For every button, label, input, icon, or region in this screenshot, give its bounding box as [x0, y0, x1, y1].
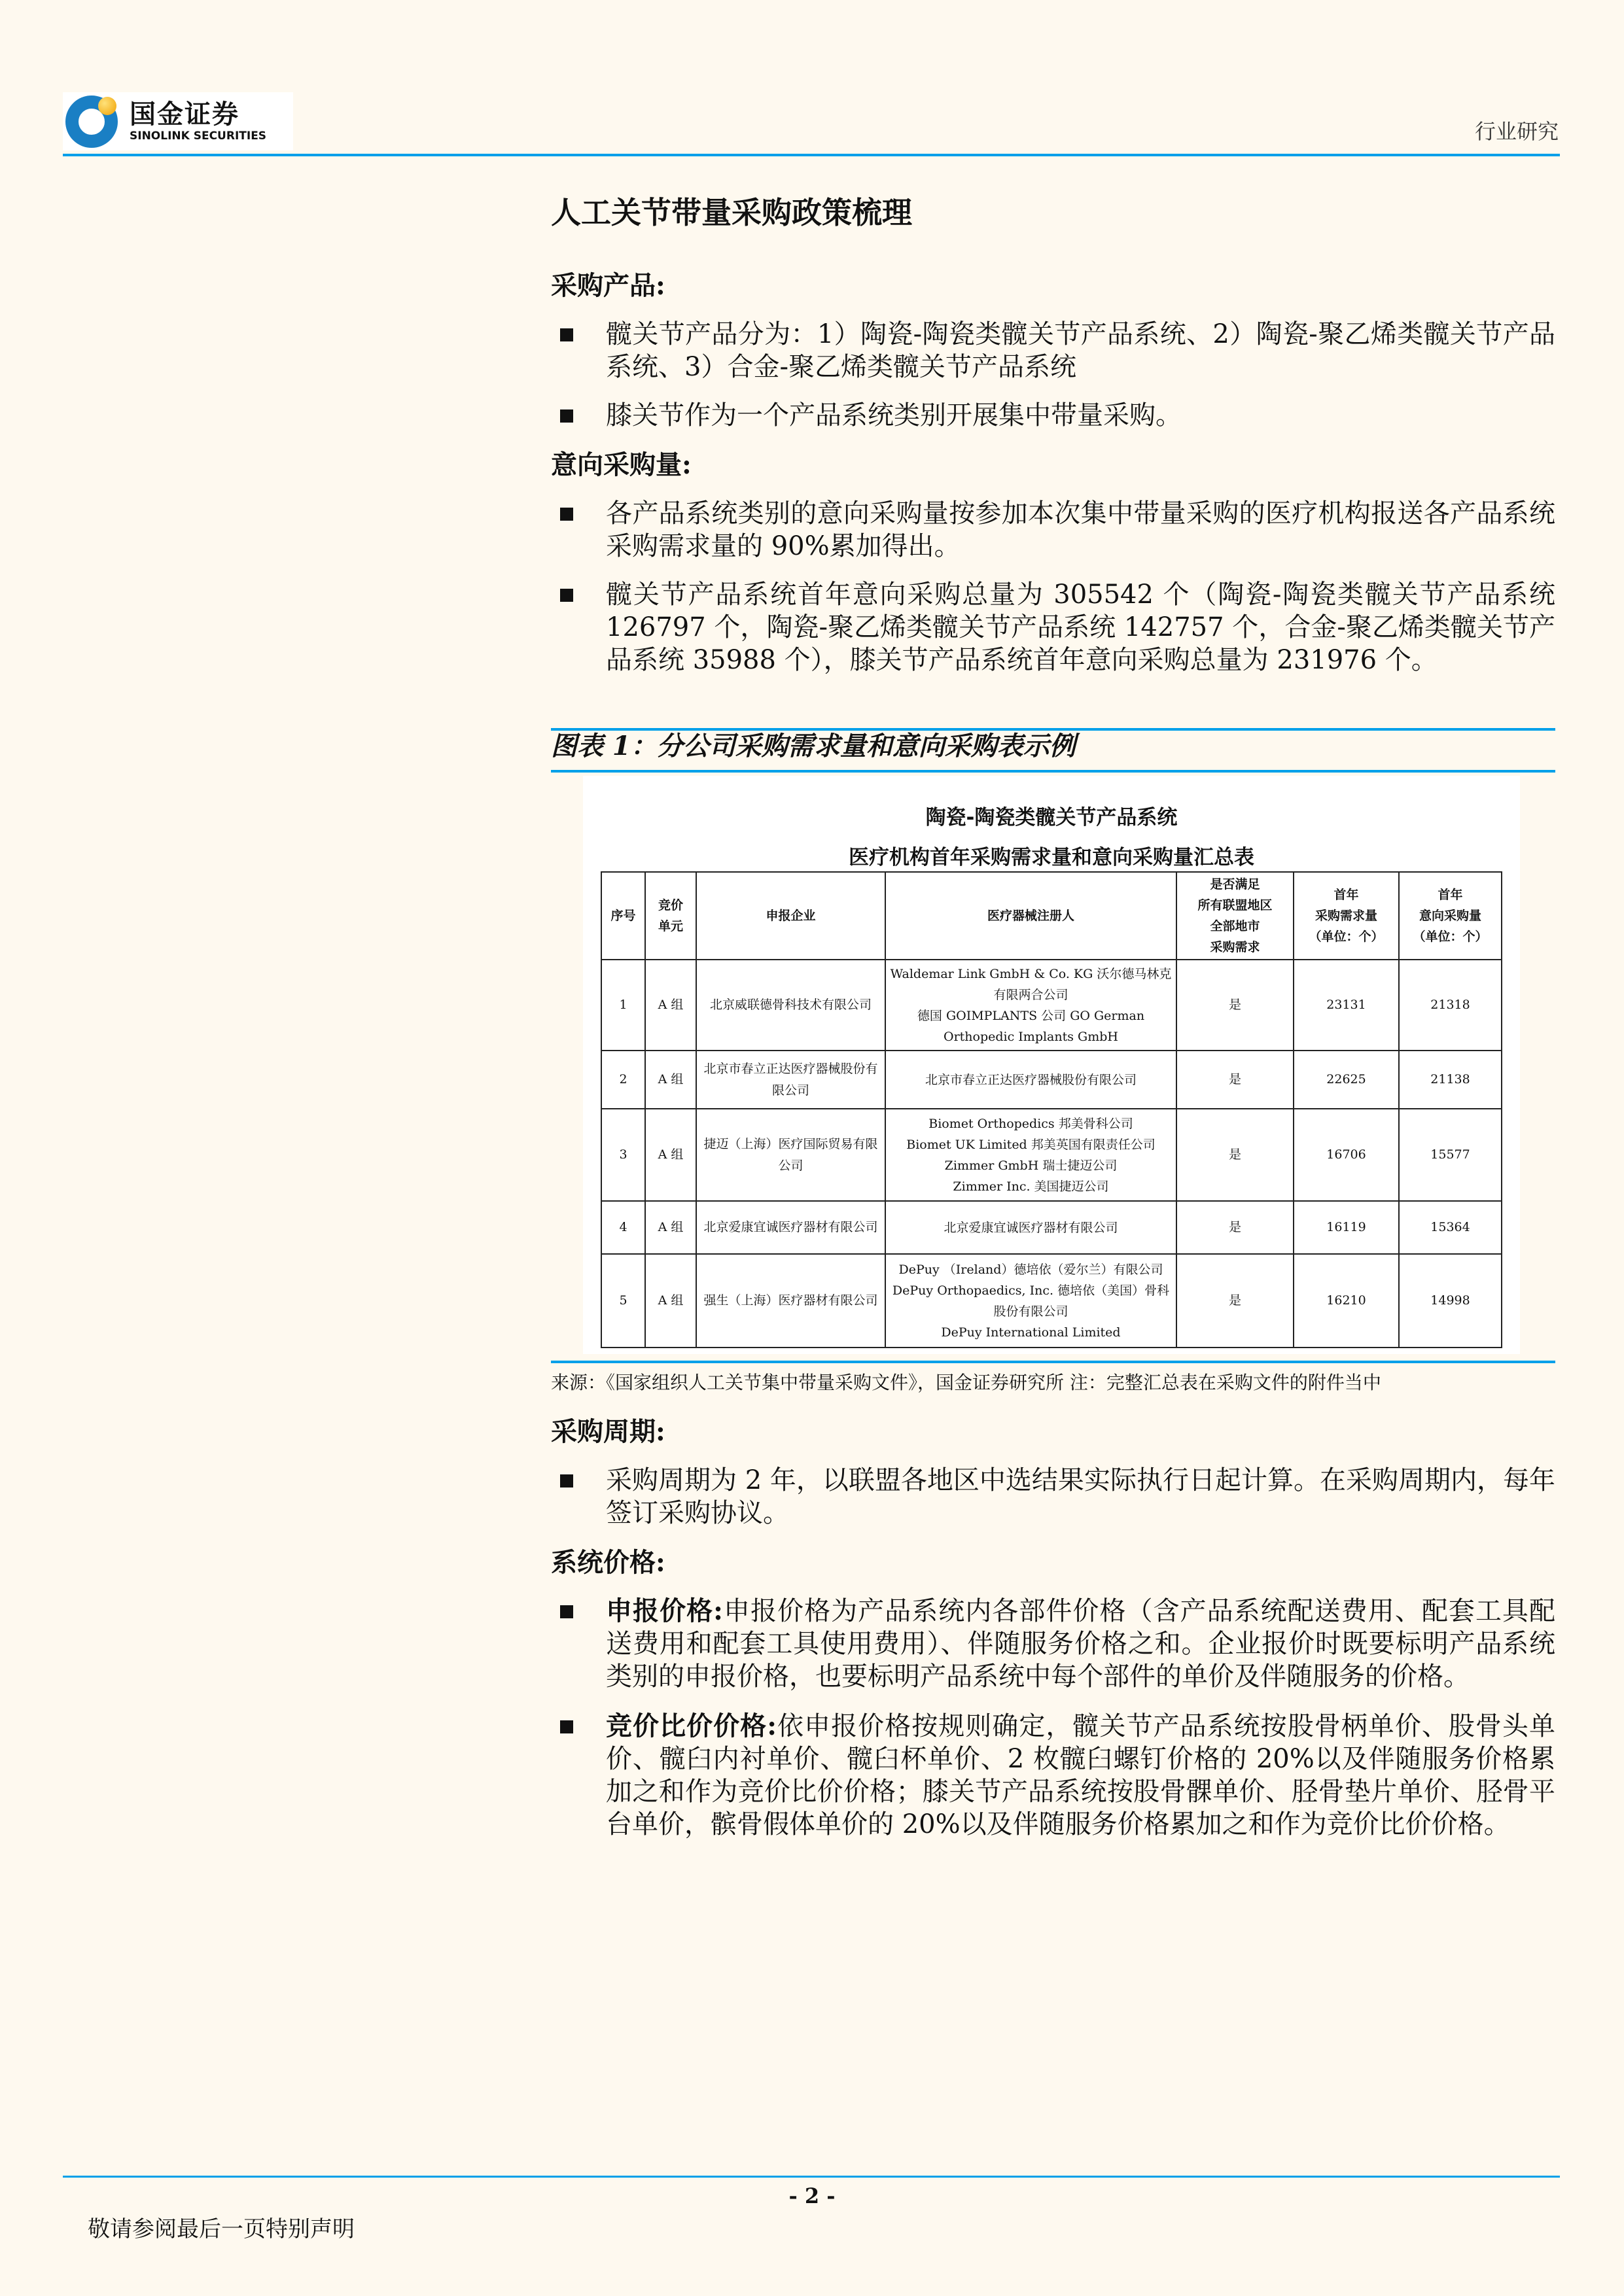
- bullet: 各产品系统类别的意向采购量按参加本次集中带量采购的医疗机构报送各产品系统采购需求量的 90%累加得出。: [551, 497, 1555, 563]
- column-header: 申报企业: [696, 872, 885, 960]
- page-number: - 2 -: [788, 2183, 836, 2208]
- section-upper: [551, 270, 1555, 676]
- table-header-row: [601, 872, 1502, 960]
- table-cell: 22625: [1294, 1051, 1399, 1109]
- table-title-2: 医疗机构首年采购需求量和意向采购量汇总表: [849, 846, 1254, 869]
- table-cell: A 组: [645, 960, 696, 1051]
- table-cell: A 组: [645, 1109, 696, 1201]
- table-cell: 3: [601, 1109, 645, 1201]
- summary-table: [601, 871, 1502, 1348]
- table-row: [601, 1051, 1502, 1109]
- bullet: [551, 1710, 1555, 1841]
- bullet: 髋关节产品系统首年意向采购总量为 305542 个（陶瓷-陶瓷类髋关节产品系统 126797 个，陶瓷-聚乙烯类髋关节产品系统 142757 个，合金-聚乙烯类髋关节产品系统 35988 个），膝关节产品系统首年意向采购总量为 231976 个。: [551, 578, 1555, 676]
- footer-divider: [63, 2176, 1560, 2178]
- table-cell: 北京市春立正达医疗器械股份有限公司: [885, 1051, 1176, 1109]
- table-cell: 4: [601, 1201, 645, 1254]
- logo-mark-icon: [65, 96, 118, 148]
- table-cell: 是: [1176, 960, 1294, 1051]
- figure-caption: 图表 1：分公司采购需求量和意向采购表示例: [551, 731, 1076, 761]
- table-row: [601, 960, 1502, 1051]
- logo-cn: 国金证券: [130, 99, 239, 130]
- table-cell: Waldemar Link GmbH & Co. KG 沃尔德马林克有限两合公司 德国 GOIMPLANTS 公司 GO German Orthopedic Implants GmbH: [885, 960, 1176, 1051]
- table-cell: 是: [1176, 1254, 1294, 1348]
- table-cell: 15577: [1399, 1109, 1502, 1201]
- table-cell: A 组: [645, 1254, 696, 1348]
- table-cell: A 组: [645, 1051, 696, 1109]
- table-cell: 16210: [1294, 1254, 1399, 1348]
- header-divider: [63, 154, 1560, 156]
- table-row: [601, 1201, 1502, 1254]
- table-cell: 是: [1176, 1051, 1294, 1109]
- report-category: 行业研究: [1474, 119, 1559, 144]
- column-header: 是否满足 所有联盟地区 全部地市 采购需求: [1176, 872, 1294, 960]
- column-header: 序号: [601, 872, 645, 960]
- source-divider: [551, 1361, 1555, 1363]
- table-title-1: 陶瓷-陶瓷类髋关节产品系统: [925, 806, 1178, 829]
- column-header: 医疗器械注册人: [885, 872, 1176, 960]
- bullet: 采购周期为 2 年，以联盟各地区中选结果实际执行日起计算。在采购周期内，每年签订采购协议。: [551, 1464, 1555, 1529]
- table-cell: 北京威联德骨科技术有限公司: [696, 960, 885, 1051]
- column-header: 首年 采购需求量 （单位：个）: [1294, 872, 1399, 960]
- table-cell: 捷迈（上海）医疗国际贸易有限公司: [696, 1109, 885, 1201]
- table-cell: 16119: [1294, 1201, 1399, 1254]
- table-cell: 是: [1176, 1109, 1294, 1201]
- figure-source: 来源：《国家组织人工关节集中带量采购文件》，国金证券研究所 注：完整汇总表在采购文件的附件当中: [551, 1372, 1381, 1393]
- table-row: [601, 1254, 1502, 1348]
- table-cell: 23131: [1294, 960, 1399, 1051]
- period-heading: 采购周期:: [551, 1416, 665, 1447]
- table-cell: 21318: [1399, 960, 1502, 1051]
- table-cell: 北京市春立正达医疗器械股份有限公司: [696, 1051, 885, 1109]
- column-header: 首年 意向采购量 （单位：个）: [1399, 872, 1502, 960]
- column-header: 竞价 单元: [645, 872, 696, 960]
- table-cell: 北京爱康宜诚医疗器材有限公司: [885, 1201, 1176, 1254]
- table-row: [601, 1109, 1502, 1201]
- disclaimer-note: 敬请参阅最后一页特别声明: [88, 2216, 355, 2242]
- table-cell: 北京爱康宜诚医疗器材有限公司: [696, 1201, 885, 1254]
- page-title: 人工关节带量采购政策梳理: [551, 195, 912, 230]
- table-cell: 15364: [1399, 1201, 1502, 1254]
- table-cell: DePuy （Ireland）德培依（爱尔兰）有限公司 DePuy Orthopaedics, Inc. 德培依（美国）骨科股份有限公司 DePuy International Limited: [885, 1254, 1176, 1348]
- table-cell: 强生（上海）医疗器材有限公司: [696, 1254, 885, 1348]
- table-cell: 1: [601, 960, 645, 1051]
- bullet-lead: 申报价格:: [606, 1595, 723, 1626]
- products-heading: 采购产品:: [551, 270, 665, 301]
- table-cell: 14998: [1399, 1254, 1502, 1348]
- table-cell: 21138: [1399, 1051, 1502, 1109]
- table-cell: A 组: [645, 1201, 696, 1254]
- bullet: 髋关节产品分为：1）陶瓷-陶瓷类髋关节产品系统、2）陶瓷-聚乙烯类髋关节产品系统、3）合金-聚乙烯类髋关节产品系统: [551, 318, 1555, 383]
- price-heading: 系统价格:: [551, 1547, 665, 1578]
- volume-heading: 意向采购量:: [551, 449, 692, 480]
- company-logo: [63, 92, 293, 150]
- bullet-text: 申报价格为产品系统内各部件价格（含产品系统配送费用、配套工具配送费用和配套工具使用费用）、伴随服务价格之和。企业报价时既要标明产品系统类别的申报价格，也要标明产品系统中每个部件的单价及伴随服务的价格。: [606, 1596, 1556, 1692]
- table-cell: 是: [1176, 1201, 1294, 1254]
- table-cell: 5: [601, 1254, 645, 1348]
- table-cell: Biomet Orthopedics 邦美骨科公司 Biomet UK Limited 邦美英国有限责任公司 Zimmer GmbH 瑞士捷迈公司 Zimmer Inc. 美国捷迈公司: [885, 1109, 1176, 1201]
- table-cell: 2: [601, 1051, 645, 1109]
- section-lower: [551, 1416, 1555, 1841]
- bullet-lead: 竞价比价价格:: [606, 1711, 777, 1741]
- figure-caption-divider: [551, 770, 1555, 773]
- bullet: 膝关节作为一个产品系统类别开展集中带量采购。: [551, 399, 1555, 432]
- table-cell: 16706: [1294, 1109, 1399, 1201]
- summary-table-image: [583, 776, 1520, 1354]
- logo-en: SINOLINK SECURITIES: [130, 129, 267, 143]
- bullet-text: 依申报价格按规则确定，髋关节产品系统按股骨柄单价、股骨头单价、髋臼内衬单价、髋臼杯单价、2 枚髋臼螺钉价格的 20%以及伴随服务价格累加之和作为竞价比价价格；膝关节产品系统按股骨髁单价、胫骨垫片单价、胫骨平台单价，髌骨假体单价的 20%以及伴随服务价格累加之和作为竞价比价价格。: [606, 1711, 1556, 1839]
- bullet: [551, 1595, 1555, 1693]
